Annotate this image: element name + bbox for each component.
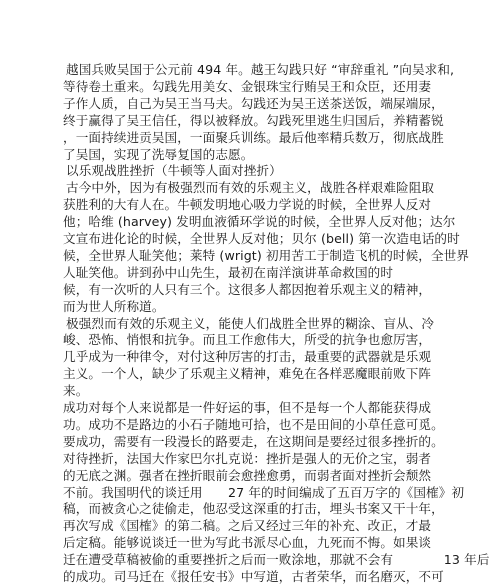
paragraph-line: 了吴国，实现了洗辱复国的志愿。 — [63, 146, 254, 162]
paragraph-line: 几乎成为一种律令，对付这种厉害的打击，最重要的武器就是乐观 — [63, 349, 432, 365]
paragraph-line: 来。 — [63, 383, 89, 399]
paragraph-line: 极强烈而有效的乐观主义，能使人们战胜全世界的糊涂、盲从、冷 — [66, 315, 435, 331]
paragraph-line: 后定稿。能够说谈迁一世为写此书派尽心血，九死而不悔。如果谈 — [63, 535, 432, 551]
paragraph-line: 获胜利的大有人在。牛顿发明地心吸力学说的时候，全世界人反对 — [63, 197, 432, 213]
paragraph-line: 再次写成《国榷》的第二稿。之后又经过三年的补充、改正，才最 — [63, 518, 432, 534]
paragraph-line: 成功对每个人来说都是一件好运的事，但不是每一个人都能获得成 — [63, 400, 432, 415]
paragraph-line: ，一面持续进贡吴国，一面聚兵训练。最后他率精兵数万，彻底战胜 — [63, 129, 444, 145]
paragraph-line: 人耻笑他。讲到孙中山先生，最初在南洋演讲革命救国的时 — [63, 264, 394, 280]
paragraph-line: 的成功。司马迁在《报任安书》中写道，古者荣华，而名磨灭，不可 — [63, 569, 444, 584]
paragraph-line: 主义。一个人，缺少了乐观主义精神，难免在各样恶魔眼前败下阵 — [63, 366, 432, 382]
paragraph-line: 等待卷土重来。勾践先用美女、金银珠宝行贿吴王和众臣，还用妻 — [63, 78, 432, 94]
paragraph-line: 对待挫折，法国大作家巴尔扎克说：挫折是强人的无价之宝，弱者 — [63, 450, 432, 466]
paragraph-line: 功。成功不是路边的小石子随地可拾，也不是田间的小草任意可觅。 — [63, 416, 444, 432]
paragraph-line: 峻、恐怖、悄恨和抗争。而且工作愈伟大，所受的抗争也愈厉害， — [63, 332, 432, 348]
paragraph-line: 终于赢得了吴王信任，得以被释放。勾践死里逃生归国后，养精蓄锐 — [63, 112, 444, 128]
paragraph-line: 古今中外，因为有极强烈而有效的乐观主义，战胜各样艰难险阻取 — [66, 180, 435, 196]
paragraph-line: 子作人质，自己为吴王当马夫。勾践还为吴王送茶送饭，端屎端尿， — [63, 95, 444, 111]
paragraph-line: 候，全世界人耻笑他；莱特 (wrigt) 初用苦工于制造飞机的时候，全世界 — [63, 247, 470, 263]
paragraph-line: 越国兵败吴国于公元前 494 年。越王勾践只好 “审辞重礼 ”向吴求和, — [66, 62, 455, 77]
paragraph-line: 的无底之渊。强者在挫折眼前会愈挫愈勇，而弱者面对挫折会颓然 — [63, 467, 432, 483]
paragraph-line: 候，有一次听的人只有三个。这很多人都因抱着乐观主义的精神， — [63, 281, 432, 297]
section-heading: 以乐观战胜挫折（牛顿等人面对挫折） — [66, 163, 282, 179]
paragraph-line: 要成功，需要有一段漫长的路要走，在这期间是要经过很多挫折的。 — [63, 433, 444, 449]
paragraph-line: 文宣布进化论的时候，全世界人反对他；贝尔 (bell) 第一次造电话的时 — [63, 231, 460, 246]
paragraph-line: 稿，而被贪心之徒偷走，他忍受这深重的打击，埋头书案又干十年， — [63, 501, 444, 517]
paragraph-line: 他；哈维 (harvey) 发明血液循环学说的时候，全世界人反对他；达尔 — [63, 214, 456, 230]
paragraph-line: 而为世人所称道。 — [63, 298, 165, 314]
paragraph-line: 迁在遭受草稿被偷的重要挫折之后而一败涂地，那就不会有 13 年后 — [63, 552, 490, 568]
paragraph-line: 不前。我国明代的谈迁用 27 年的时间编成了五百万字的《国榷》初 — [63, 484, 465, 500]
